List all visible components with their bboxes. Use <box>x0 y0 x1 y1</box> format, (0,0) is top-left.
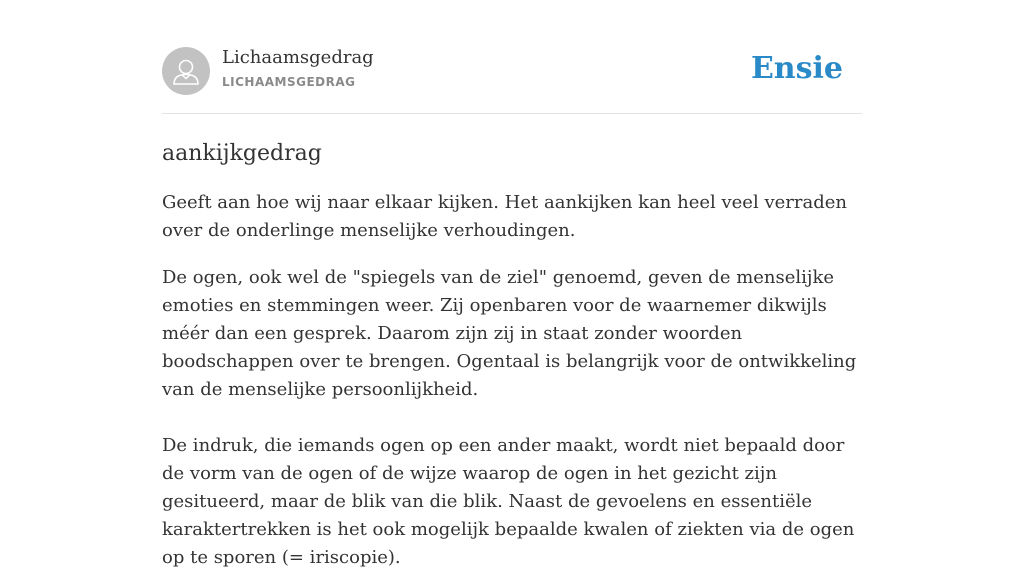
article-paragraph: De ogen, ook wel de "spiegels van de ziel" genoemd, geven de menselijke emoties en stemmingen weer. Zij openbaren voor de waarnemer dikwijls méér dan een gesprek. Daarom zijn zij in staat zonder woorden boodschappen over te brengen. Ogentaal is belangrijk voor de ontwikkeling van de menselijke persoonlijkheid. <box>162 267 857 400</box>
avatar[interactable] <box>162 47 210 95</box>
page <box>162 0 862 572</box>
article-paragraph: Geeft aan hoe wij naar elkaar kijken. Het aankijken kan heel veel verraden over de onderlinge menselijke verhoudingen. <box>162 192 847 241</box>
article-paragraph: De indruk, die iemands ogen op een ander maakt, wordt niet bepaald door de vorm van de ogen of de wijze waarop de ogen in het gezicht zijn gesitueerd, maar de blik van die blik. Naast de gevoelens en essentiële karaktertrekken is het ook mogelijk bepaalde kwalen of ziekten via de ogen op te sporen (= iriscopie). <box>162 435 855 568</box>
user-icon <box>162 47 210 95</box>
author-subtitle[interactable]: LICHAAMSGEDRAG <box>222 75 356 89</box>
article-title: aankijkgedrag <box>162 141 322 166</box>
author-name[interactable]: Lichaamsgedrag <box>222 47 374 68</box>
ensie-logo[interactable]: Ensie <box>750 51 843 86</box>
header <box>162 0 862 114</box>
